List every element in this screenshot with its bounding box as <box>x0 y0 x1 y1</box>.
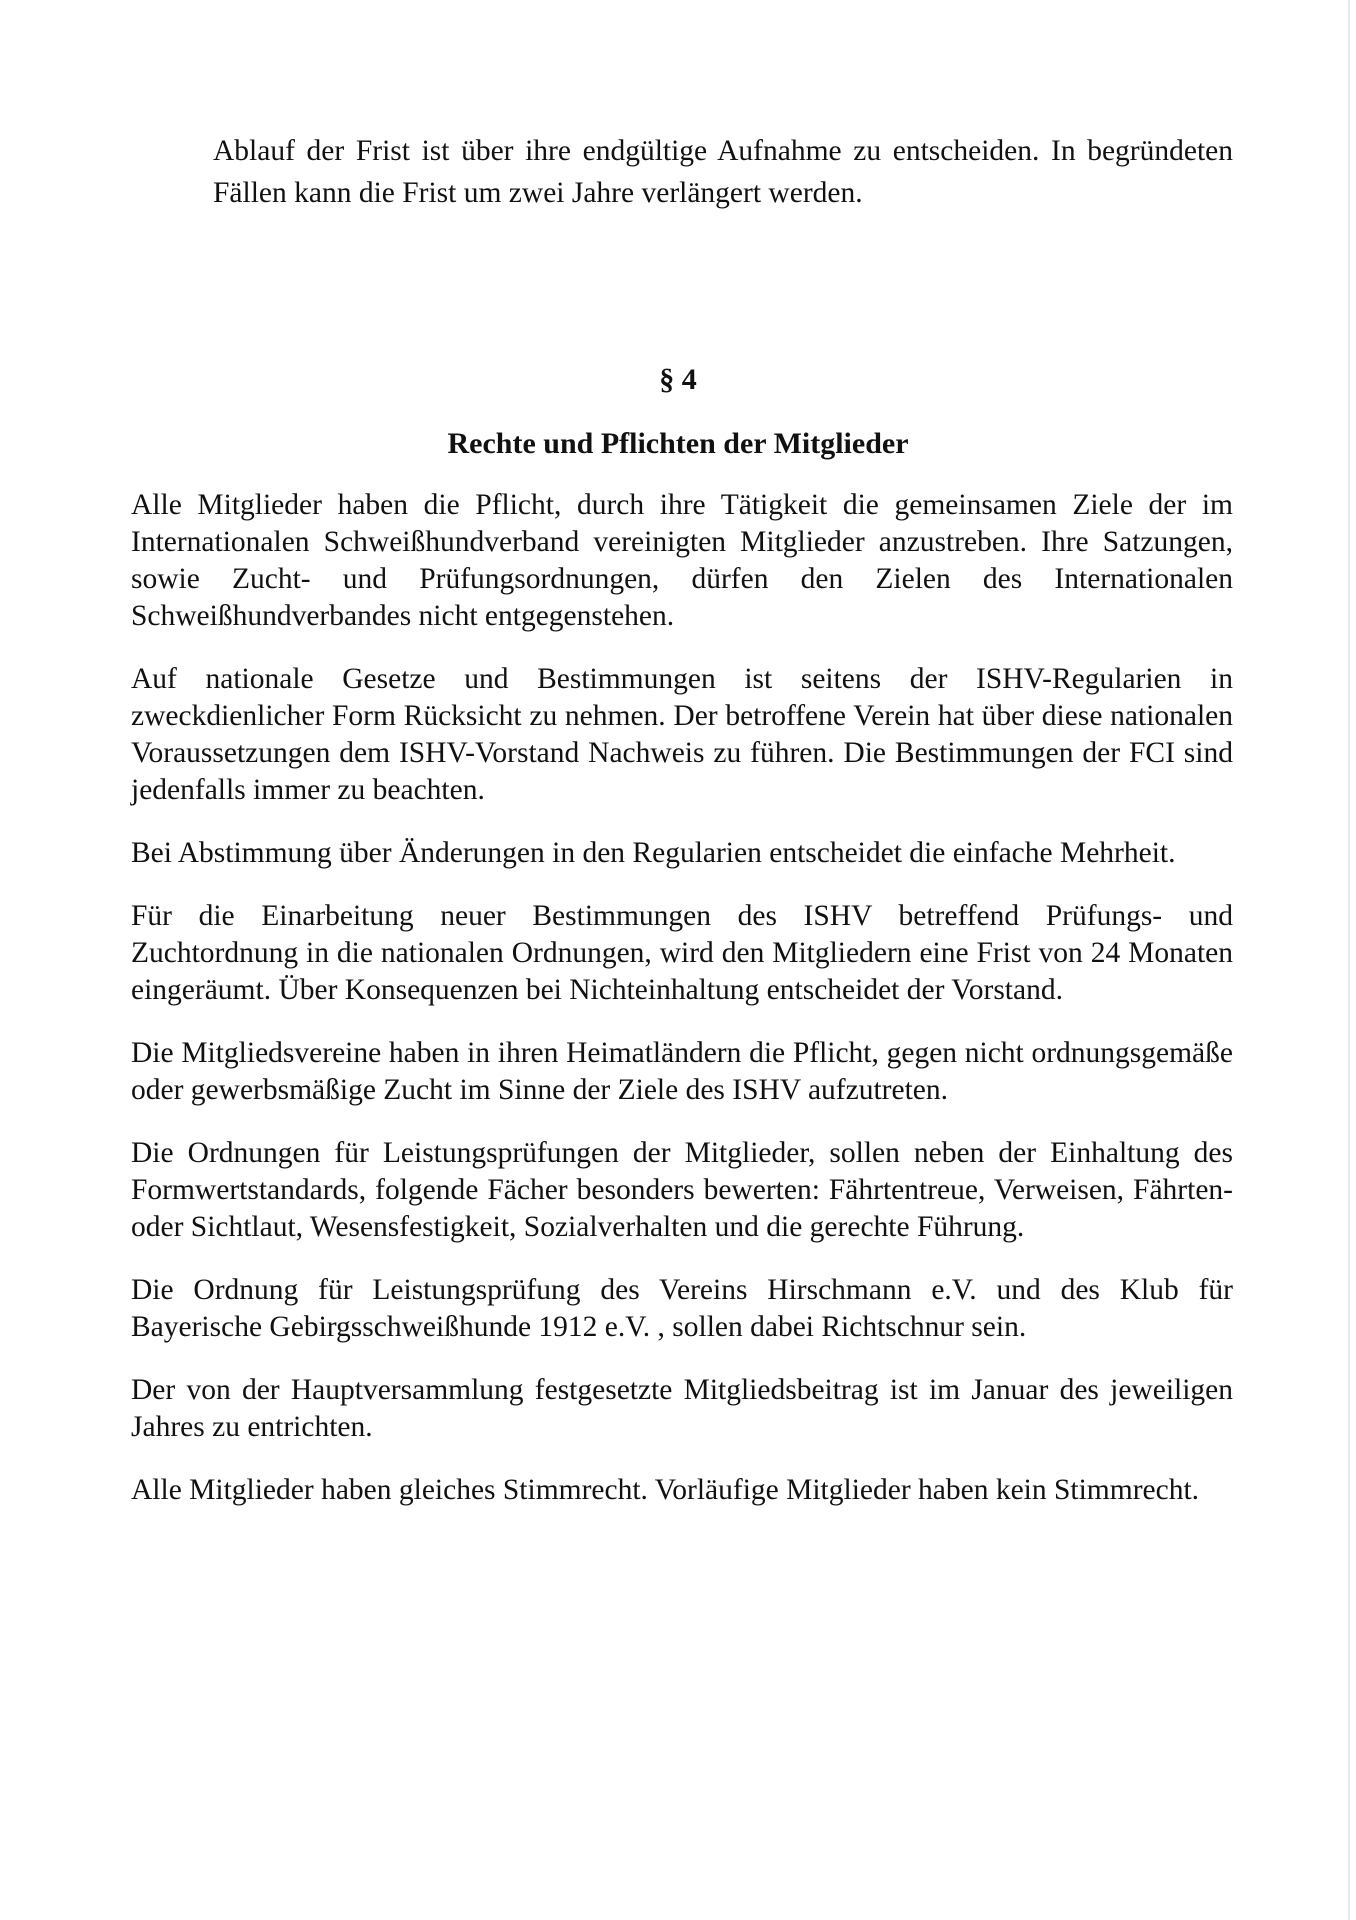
paragraph-implementation-deadline: Für die Einarbeitung neuer Bestimmungen des ISHV betreffend Prüfungs- und Zuchtordnung in die nationalen Ordnungen, wird den Mitgliedern eine Frist von 24 Monaten eingeräumt. Über Konsequenzen bei Nichteinhaltung entscheidet der Vorstand. <box>131 900 1233 1006</box>
paragraph-guideline: Die Ordnung für Leistungsprüfung des Vereins Hirschmann e.V. und des Klub für Bayerische Gebirgsschweißhunde 1912 e.V. , sollen dabei Richtschnur sein. <box>131 1274 1233 1343</box>
section-title: Rechte und Pflichten der Mitglieder <box>447 427 909 460</box>
intro-paragraph: Ablauf der Frist ist über ihre endgültige Aufnahme zu entscheiden. In begründeten Fällen kann die Frist um zwei Jahre verlängert werden. <box>213 135 1233 209</box>
page-edge-divider <box>1348 0 1350 1920</box>
section-number: § 4 <box>659 363 697 396</box>
paragraph-performance-tests: Die Ordnungen für Leistungsprüfungen der Mitglieder, sollen neben der Einhaltung des Formwertstandards, folgende Fächer besonders bewerten: Fährtentreue, Verweisen, Fährten- oder Sichtlaut, Wesensfestigkeit, Sozialverhalten und die gerechte Führung. <box>131 1137 1233 1243</box>
paragraph-voting-rights: Alle Mitglieder haben gleiches Stimmrecht. Vorläufige Mitglieder haben kein Stimmrecht. <box>131 1474 1200 1506</box>
paragraph-voting-majority: Bei Abstimmung über Änderungen in den Regularien entscheidet die einfache Mehrheit. <box>131 837 1176 869</box>
paragraph-membership-fee: Der von der Hauptversammlung festgesetzte Mitgliedsbeitrag ist im Januar des jeweiligen Jahres zu entrichten. <box>131 1374 1233 1443</box>
section-body <box>131 487 1233 1535</box>
paragraph-duties: Alle Mitglieder haben die Pflicht, durch ihre Tätigkeit die gemeinsamen Ziele der im Internationalen Schweißhundverband vereinigten Mitglieder anzustreben. Ihre Satzungen, sowie Zucht- und Prüfungsordnungen, dürfen den Zielen des Internationalen Schweißhundverbandes nicht entgegenstehen. <box>131 489 1233 632</box>
paragraph-breeding-duty: Die Mitgliedsvereine haben in ihren Heimatländern die Pflicht, gegen nicht ordnungsgemäße oder gewerbsmäßige Zucht im Sinne der Ziele des ISHV aufzutreten. <box>131 1037 1233 1106</box>
paragraph-national-laws: Auf nationale Gesetze und Bestimmungen ist seitens der ISHV-Regularien in zweckdienlicher Form Rücksicht zu nehmen. Der betroffene Verein hat über diese nationalen Voraussetzungen dem ISHV-Vorstand Nachweis zu führen. Die Bestimmungen der FCI sind jedenfalls immer zu beachten. <box>131 663 1233 806</box>
